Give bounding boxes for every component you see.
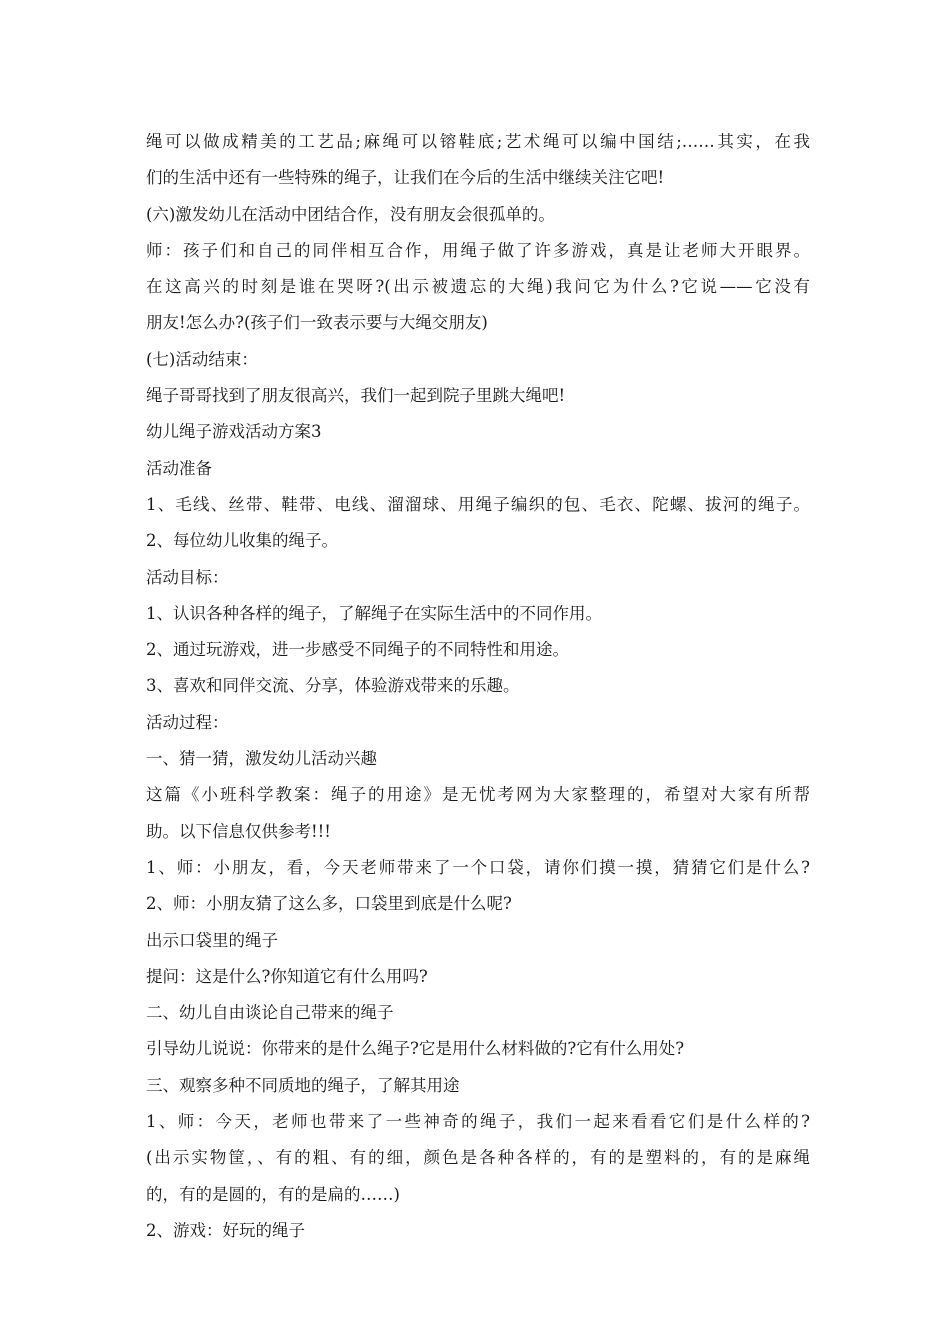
text-line: 三、观察多种不同质地的绳子，了解其用途 — [146, 1075, 460, 1095]
text-line: 二、幼儿自由谈论自己带来的绳子 — [146, 1003, 394, 1023]
text-line: 1、师：今天，老师也带来了一些神奇的绳子，我们一起来看看它们是什么样的? — [146, 1112, 810, 1132]
text-line: 1、认识各种各样的绳子，了解绳子在实际生活中的不同作用。 — [146, 603, 602, 623]
text-line: 的，有的是圆的，有的是扁的……) — [146, 1184, 400, 1204]
text-line: 幼儿绳子游戏活动方案3 — [146, 422, 322, 442]
text-line: 2、每位幼儿收集的绳子。 — [146, 531, 338, 551]
text-line: 1、毛线、丝带、鞋带、电线、溜溜球、用绳子编织的包、毛衣、陀螺、拔河的绳子。 — [146, 494, 810, 514]
text-line: 助。以下信息仅供参考!!! — [146, 821, 331, 841]
document-body — [146, 124, 810, 1249]
text-line: 2、通过玩游戏，进一步感受不同绳子的不同特性和用途。 — [146, 640, 569, 660]
text-line: 师：孩子们和自己的同伴相互合作，用绳子做了许多游戏，真是让老师大开眼界。 — [146, 240, 810, 260]
text-line: 活动准备 — [146, 458, 212, 478]
text-line: 们的生活中还有一些特殊的绳子，让我们在今后的生活中继续关注它吧! — [146, 168, 665, 188]
text-line: 提问：这是什么?你知道它有什么用吗? — [146, 966, 428, 986]
text-line: 绳子哥哥找到了朋友很高兴，我们一起到院子里跳大绳吧! — [146, 386, 566, 406]
text-line: 活动目标： — [146, 567, 229, 587]
text-line: 朋友!怎么办?(孩子们一致表示要与大绳交朋友) — [146, 313, 488, 333]
text-line: 3、喜欢和同伴交流、分享，体验游戏带来的乐趣。 — [146, 676, 520, 696]
text-line: 这篇《小班科学教案：绳子的用途》是无忧考网为大家整理的，希望对大家有所帮 — [146, 785, 810, 805]
text-line: 一、猜一猜，激发幼儿活动兴趣 — [146, 749, 377, 769]
text-line: (六)激发幼儿在活动中团结合作，没有朋友会很孤单的。 — [146, 204, 555, 224]
text-line: 活动过程： — [146, 712, 229, 732]
text-line: (七)活动结束： — [146, 349, 258, 369]
text-line: (出示实物筐，、有的粗、有的细，颜色是各种各样的，有的是塑料的，有的是麻绳 — [146, 1148, 810, 1168]
text-line: 绳可以做成精美的工艺品;麻绳可以镕鞋底;艺术绳可以编中国结;……其实，在我 — [146, 132, 810, 151]
text-line: 1、师：小朋友，看，今天老师带来了一个口袋，请你们摸一摸，猜猜它们是什么? — [146, 857, 810, 877]
text-line: 2、师：小朋友猜了这么多，口袋里到底是什么呢? — [146, 894, 512, 914]
text-line: 出示口袋里的绳子 — [146, 930, 278, 950]
text-line: 引导幼儿说说：你带来的是什么绳子?它是用什么材料做的?它有什么用处? — [146, 1039, 685, 1059]
text-line: 在这高兴的时刻是谁在哭呀?(出示被遗忘的大绳)我问它为什么?它说——它没有 — [146, 277, 810, 297]
text-line: 2、游戏：好玩的绳子 — [146, 1220, 305, 1240]
